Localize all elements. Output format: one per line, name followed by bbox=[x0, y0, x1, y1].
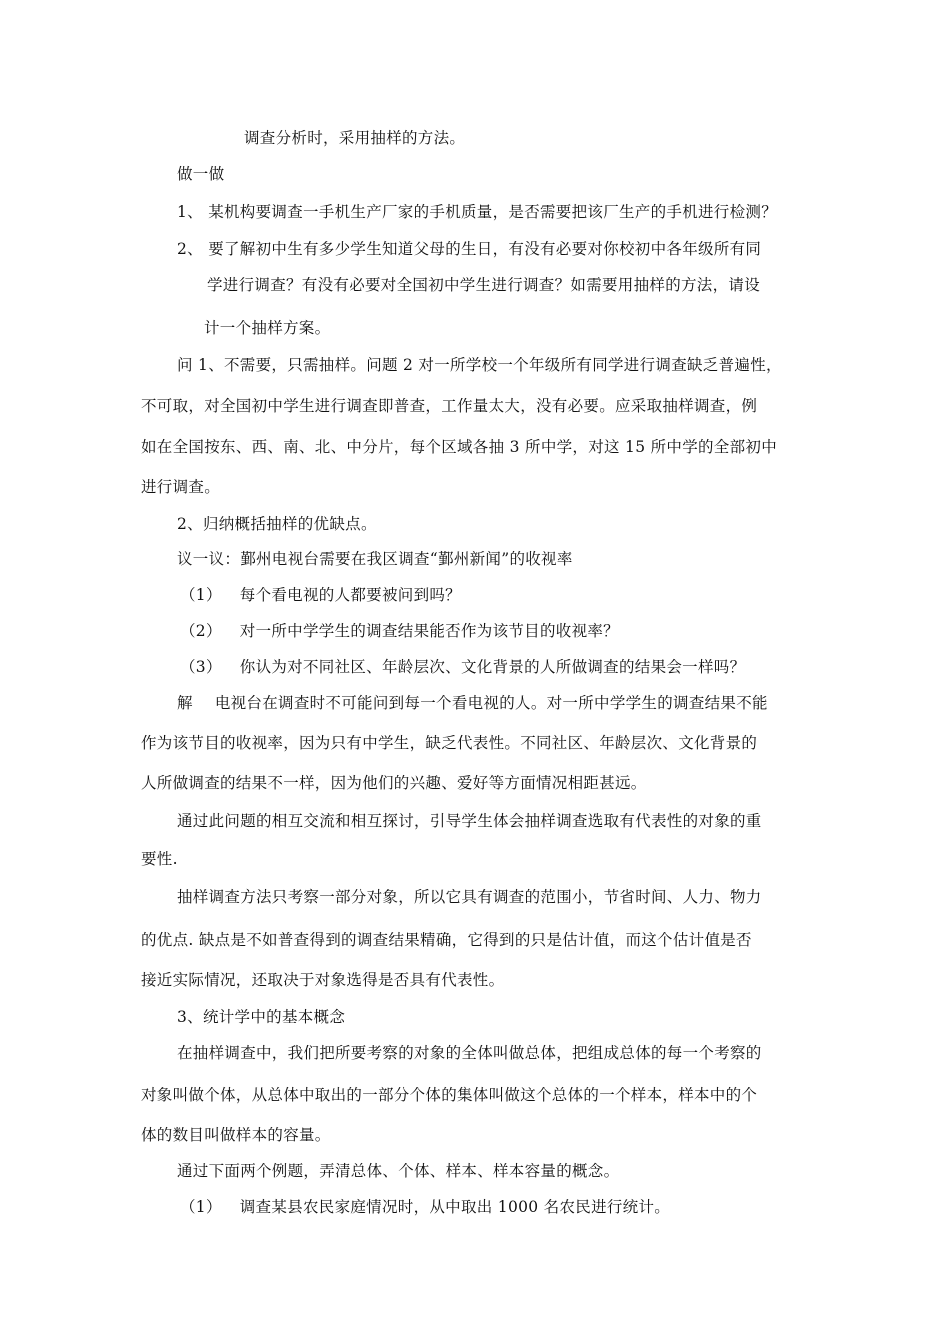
question-item: 2、 要了解初中生有多少学生知道父母的生日，有没有必要对你校初中各年级所有同 bbox=[177, 240, 762, 258]
paragraph-line: 议一议：鄞州电视台需要在我区调查“鄞州新闻”的收视率 bbox=[177, 550, 573, 568]
paragraph-line: 抽样调查方法只考察一部分对象，所以它具有调查的范围小，节省时间、人力、物力 bbox=[177, 888, 762, 906]
paragraph-line: 学进行调查？有没有必要对全国初中学生进行调查？如需要用抽样的方法，请设 bbox=[207, 276, 761, 294]
paragraph-line: 计一个抽样方案。 bbox=[204, 319, 331, 337]
section-heading: 2、归纳概括抽样的优缺点。 bbox=[177, 515, 377, 533]
paragraph-line: 作为该节目的收视率，因为只有中学生，缺乏代表性。不同社区、年龄层次、文化背景的 bbox=[141, 734, 758, 752]
paragraph-line: 不可取，对全国初中学生进行调查即普查，工作量太大，没有必要。应采取抽样调查，例 bbox=[141, 397, 758, 415]
list-text: 你认为对不同社区、年龄层次、文化背景的人所做调查的结果会一样吗？ bbox=[239, 658, 746, 676]
list-item bbox=[180, 620, 619, 642]
paragraph-line: 对象叫做个体，从总体中取出的一部分个体的集体叫做这个总体的一个样本，样本中的个 bbox=[141, 1086, 758, 1104]
list-text: 对一所中学学生的调查结果能否作为该节目的收视率？ bbox=[239, 622, 619, 640]
paragraph-line: 在抽样调查中，我们把所要考察的对象的全体叫做总体，把组成总体的每一个考察的 bbox=[177, 1044, 762, 1062]
answer-text: 电视台在调查时不可能问到每一个看电视的人。对一所中学学生的调查结果不能 bbox=[214, 694, 768, 712]
list-item bbox=[180, 656, 745, 678]
paragraph-line: 要性. bbox=[141, 850, 178, 868]
answer-line bbox=[177, 692, 768, 714]
list-item bbox=[180, 584, 461, 606]
paragraph-line: 进行调查。 bbox=[141, 478, 221, 496]
paragraph-line: 通过下面两个例题，弄清总体、个体、样本、样本容量的概念。 bbox=[177, 1162, 620, 1180]
paragraph-line: 通过此问题的相互交流和相互探讨，引导学生体会抽样调查选取有代表性的对象的重 bbox=[177, 812, 762, 830]
paragraph-line: 接近实际情况，还取决于对象选得是否具有代表性。 bbox=[141, 971, 505, 989]
paragraph-line: 体的数目叫做样本的容量。 bbox=[141, 1126, 331, 1144]
question-item: 1、 某机构要调查一手机生产厂家的手机质量，是否需要把该厂生产的手机进行检测？ bbox=[177, 203, 777, 221]
paragraph-line: 如在全国按东、西、南、北、中分片，每个区域各抽 3 所中学，对这 15 所中学的全部初中 bbox=[141, 438, 777, 456]
answer-label: 解 bbox=[177, 694, 193, 712]
paragraph-line: 的优点. 缺点是不如普查得到的调查结果精确，它得到的只是估计值，而这个估计值是否 bbox=[141, 931, 752, 949]
paragraph-line: 问 1、不需要，只需抽样。问题 2 对一所学校一个年级所有同学进行调查缺乏普遍性， bbox=[177, 356, 782, 374]
list-number: （1） bbox=[180, 1198, 222, 1216]
list-number: （2） bbox=[180, 622, 222, 640]
section-heading: 做一做 bbox=[177, 165, 225, 183]
list-number: （1） bbox=[180, 586, 222, 604]
list-item bbox=[180, 1196, 670, 1218]
section-heading: 3、统计学中的基本概念 bbox=[177, 1008, 346, 1026]
list-text: 调查某县农民家庭情况时，从中取出 1000 名农民进行统计。 bbox=[239, 1198, 671, 1216]
list-text: 每个看电视的人都要被问到吗？ bbox=[239, 586, 461, 604]
list-number: （3） bbox=[180, 658, 222, 676]
paragraph-line: 人所做调查的结果不一样，因为他们的兴趣、爱好等方面情况相距甚远。 bbox=[141, 774, 647, 792]
paragraph-line: 调查分析时，采用抽样的方法。 bbox=[244, 129, 466, 147]
